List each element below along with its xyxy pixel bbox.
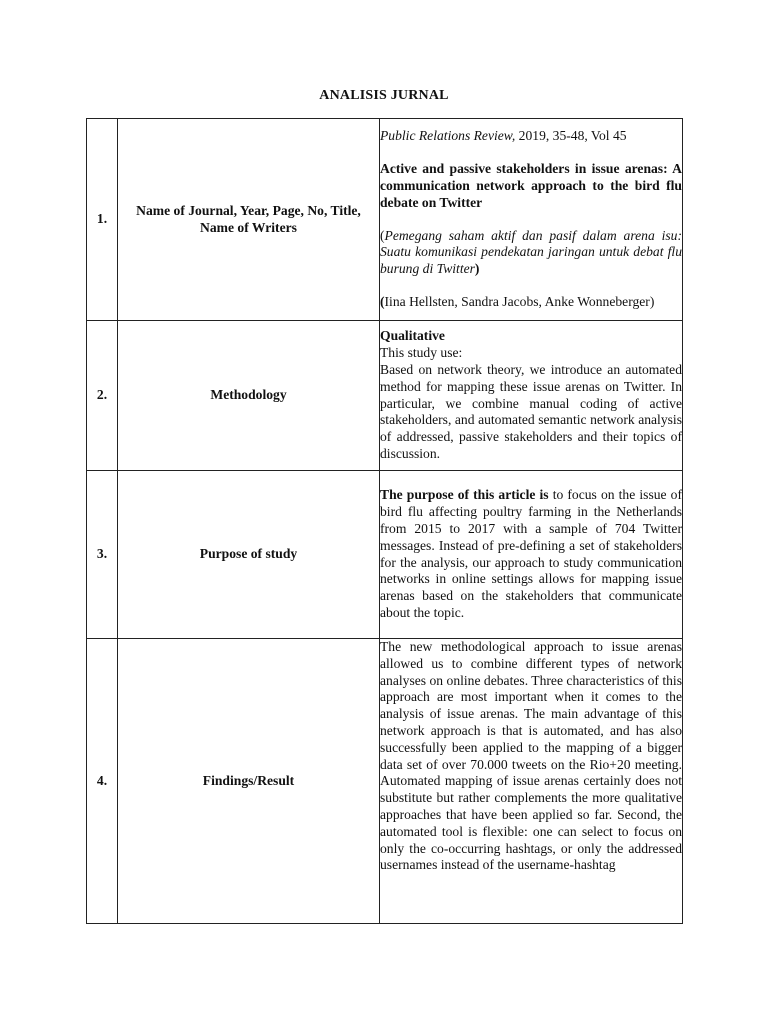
table-row-methodology	[87, 321, 683, 471]
row-content	[380, 321, 683, 471]
table-row-purpose	[87, 471, 683, 639]
journal-reference	[380, 128, 682, 145]
translation-text: Pemegang saham aktif dan pasif dalam arena isu: Suatu komunikasi pendekatan jaringan untuk debat flu burung di Twitter	[380, 227, 682, 277]
journal-analysis-table	[86, 118, 683, 924]
row-label: Purpose of study	[118, 471, 380, 639]
article-title: Active and passive stakeholders in issue arenas: A communication network approach to the bird flu debate on Twitter	[380, 161, 682, 210]
journal-details: 2019, 35-48, Vol 45	[515, 128, 627, 144]
row-label: Name of Journal, Year, Page, No, Title, Name of Writers	[118, 119, 380, 321]
purpose-text	[380, 487, 682, 621]
method-body: Based on network theory, we introduce an automated method for mapping these issue arenas on Twitter. In particular, we combine manual coding of active stakeholders, and automated semantic network analysis of addressed, passive stakeholders and their topics of discussion.	[380, 361, 682, 461]
row-label: Findings/Result	[118, 639, 380, 924]
page-title: ANALISIS JURNAL	[319, 88, 449, 103]
row-number: 3.	[87, 471, 118, 639]
row-content	[380, 639, 683, 924]
row-label: Methodology	[118, 321, 380, 471]
table-row-journal-info	[87, 119, 683, 321]
row-number: 1.	[87, 119, 118, 321]
writers: (Iina Hellsten, Sandra Jacobs, Anke Wonneberger)	[380, 293, 655, 309]
journal-name: Public Relations Review,	[380, 128, 516, 144]
row-number: 2.	[87, 321, 118, 471]
method-intro: This study use:	[380, 345, 463, 361]
findings-body: The new methodological approach to issue arenas allowed us to combine different types of network analyses on online debates. Three characteristics of this approach are most important when it comes to the analysis of issue arenas. The main advantage of this network approach is that is automated, and has also successfully been applied to the mapping of a bigger data set of over 70.000 tweets on the Rio+20 meeting. Automated mapping of issue arenas certainly does not substitute but rather complements the more qualitative approaches that have been applied so far. Second, the automated tool is flexible: one can select to focus on only the co-occurring hashtags, or only the addressed usernames instead of the username-hashtag	[380, 639, 682, 873]
row-number: 4.	[87, 639, 118, 924]
purpose-body: to focus on the issue of bird flu affecting poultry farming in the Netherlands from 2015 to 2017 with a sample of 704 Twitter messages. Instead of pre-defining a set of stakeholders for the analysis, our approach to study communication networks in online settings allows for mapping issue arenas based on the stakeholders that communicate about the topic.	[380, 487, 683, 620]
writers-names: Iina Hellsten, Sandra Jacobs, Anke Wonneberger)	[384, 293, 655, 309]
title-translation: (Pemegang saham aktif dan pasif dalam arena isu: Suatu komunikasi pendekatan jaringan untuk debat flu burung di Twitter)	[380, 227, 682, 277]
row-content	[380, 119, 683, 321]
table-row-findings	[87, 639, 683, 924]
purpose-lead: The purpose of this article is	[380, 487, 549, 503]
row-content	[380, 471, 683, 639]
method-type: Qualitative	[380, 328, 445, 344]
